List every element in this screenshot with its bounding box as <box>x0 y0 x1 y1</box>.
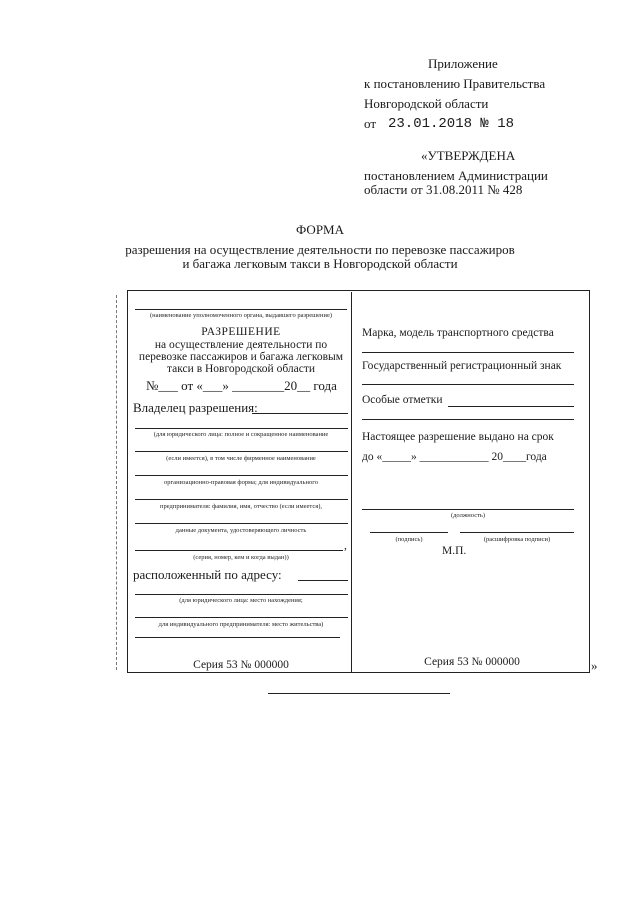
cut-line-left <box>116 295 117 670</box>
notes-line-2 <box>362 419 574 420</box>
owner-caption-4: предпринимателя: фамилия, имя, отчество (если имеется), <box>160 503 322 510</box>
permit-line-2: перевозке пассажиров и багажа легковым <box>138 351 344 363</box>
address-line-3 <box>135 617 348 618</box>
position-caption: (должность) <box>450 512 486 519</box>
authority-caption: (наименование уполномоченного органа, выдавшего разрешение) <box>149 312 333 319</box>
header-date-prefix: от <box>364 116 377 131</box>
closing-quote: » <box>591 658 598 673</box>
permit-line-3: такси в Новгородской области <box>166 363 316 375</box>
brand-label: Марка, модель транспортного средства <box>362 327 554 339</box>
owner-line-4 <box>135 475 348 476</box>
bottom-separator <box>268 693 450 694</box>
address-caption-2: для индивидуального предпринимателя: место жительства) <box>158 621 324 628</box>
stamp-place: М.П. <box>442 545 467 557</box>
address-line-4 <box>135 637 340 638</box>
owner-line <box>252 413 348 414</box>
owner-line-3 <box>135 451 348 452</box>
approval-title: «УТВЕРЖДЕНА <box>421 148 516 163</box>
owner-caption-2: (если имеется), в том числе фирменное наименование <box>166 455 316 462</box>
header-region: Новгородской области <box>364 96 489 111</box>
owner-line-6 <box>135 523 348 524</box>
owner-caption-5: данные документа, удостоверяющего личность <box>175 527 307 534</box>
owner-line-5 <box>135 499 348 500</box>
term-label: Настоящее разрешение выдано на срок <box>362 431 554 443</box>
term-line: до «_____» ____________ 20____года <box>362 451 547 463</box>
brand-line <box>362 352 574 353</box>
form-title: ФОРМА <box>296 222 344 237</box>
signature-caption: (подпись) <box>395 536 423 543</box>
notes-label: Особые отметки <box>362 394 443 406</box>
right-series: Серия 53 № 000000 <box>424 656 520 668</box>
notes-line <box>448 406 574 407</box>
signature-line <box>370 532 448 533</box>
left-series: Серия 53 № 000000 <box>193 659 289 671</box>
decode-line <box>460 532 574 533</box>
form-subtitle-2: и багажа легковым такси в Новгородской области <box>182 256 458 271</box>
position-line <box>362 509 574 510</box>
approval-line2: области от 31.08.2011 № 428 <box>364 182 523 197</box>
form-subtitle-1: разрешения на осуществление деятельности по перевозке пассажиров <box>125 242 515 257</box>
owner-label: Владелец разрешения: <box>133 400 258 415</box>
permit-title: РАЗРЕШЕНИЕ <box>201 326 281 338</box>
address-caption-1: (для юридического лица: место нахождения; <box>179 597 303 604</box>
owner-caption-1: (для юридического лица: полное и сокращенное наименование <box>153 431 329 438</box>
owner-line-2 <box>135 428 348 429</box>
owner-comma: , <box>344 540 347 552</box>
authority-line <box>135 309 347 310</box>
permit-line-1: на осуществление деятельности по <box>154 339 328 351</box>
owner-line-7 <box>135 550 343 551</box>
owner-caption-6: (серия, номер, кем и когда выдан)) <box>193 554 289 561</box>
address-line <box>298 580 348 581</box>
permit-number-line: №___ от «___» ________20__ года <box>146 378 337 393</box>
reg-line <box>362 384 574 385</box>
header-appendix: Приложение <box>428 56 498 71</box>
header-resolution: к постановлению Правительства <box>364 76 546 91</box>
reg-label: Государственный регистрационный знак <box>362 360 562 372</box>
address-line-2 <box>135 594 348 595</box>
header-date-stamp: 23.01.2018 № 18 <box>388 116 515 132</box>
decode-caption: (расшифровка подписи) <box>483 536 551 543</box>
approval-line1: постановлением Администрации <box>364 168 548 183</box>
owner-caption-3: организационно-правовая форма; для индивидуального <box>164 479 318 486</box>
address-label: расположенный по адресу: <box>133 567 282 582</box>
